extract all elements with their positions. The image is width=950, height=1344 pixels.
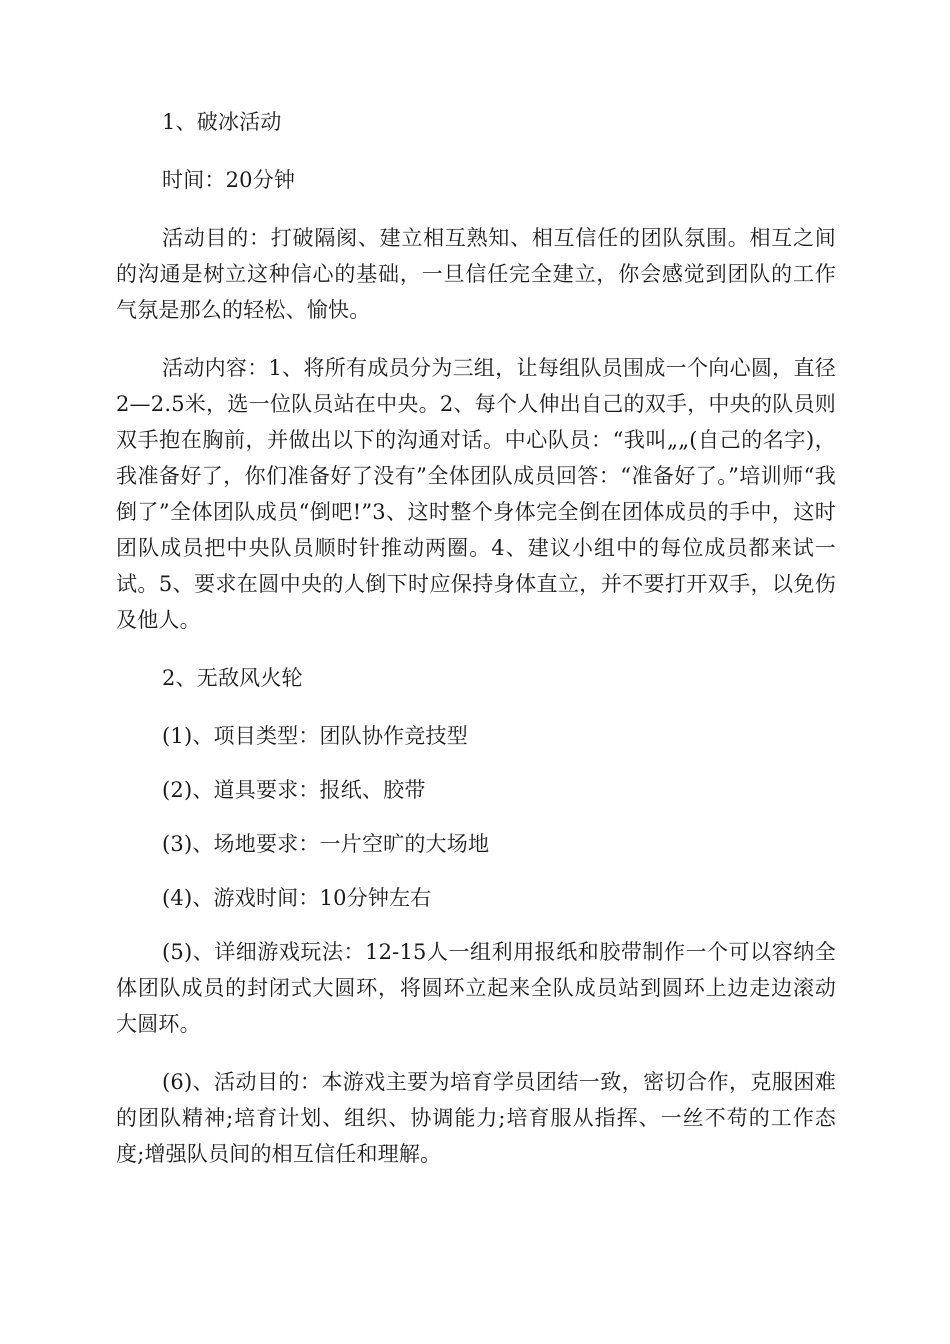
document-page [116, 104, 836, 1194]
content-paragraph: 活动内容：1、将所有成员分为三组，让每组队员围成一个向心圆，直径2—2.5米，选一位队员站在中央。2、每个人伸出自己的双手，中央的队员则双手抱在胸前，并做出以下的沟通对话。中心队员：“我叫„„(自己的名字)，我准备好了，你们准备好了没有”全体团队成员回答：“准备好了。”培训师“我倒了”全体团队成员“倒吧!”3、这时整个身体完全倒在团体成员的手中，这时团队成员把中央队员顺时针推动两圈。4、建议小组中的每位成员都来试一试。5、要求在圆中央的人倒下时应保持身体直立，并不要打开双手，以免伤及他人。 [116, 356, 836, 632]
item-game-time: (4)、游戏时间：10分钟左右 [162, 886, 432, 910]
section-heading-fire-wheel: 2、无敌风火轮 [162, 666, 303, 690]
item-purpose: (6)、活动目的：本游戏主要为培育学员团结一致，密切合作，克服困难的团队精神;培育计划、组织、协调能力;培育服从指挥、一丝不苟的工作态度;增强队员间的相互信任和理解。 [116, 1070, 836, 1166]
item-gameplay: (5)、详细游戏玩法：12-15人一组利用报纸和胶带制作一个可以容纳全体团队成员的封闭式大圆环，将圆环立起来全队成员站到圆环上边走边滚动大圆环。 [116, 940, 836, 1036]
section-heading-icebreaker: 1、破冰活动 [162, 110, 282, 134]
item-venue: (3)、场地要求：一片空旷的大场地 [162, 832, 490, 856]
purpose-paragraph: 活动目的：打破隔阂、建立相互熟知、相互信任的团队氛围。相互之间的沟通是树立这种信心的基础，一旦信任完全建立，你会感觉到团队的工作气氛是那么的轻松、愉快。 [116, 226, 836, 322]
duration-line: 时间：20分钟 [162, 168, 296, 192]
item-project-type: (1)、项目类型：团队协作竞技型 [162, 724, 468, 748]
item-props: (2)、道具要求：报纸、胶带 [162, 778, 426, 802]
